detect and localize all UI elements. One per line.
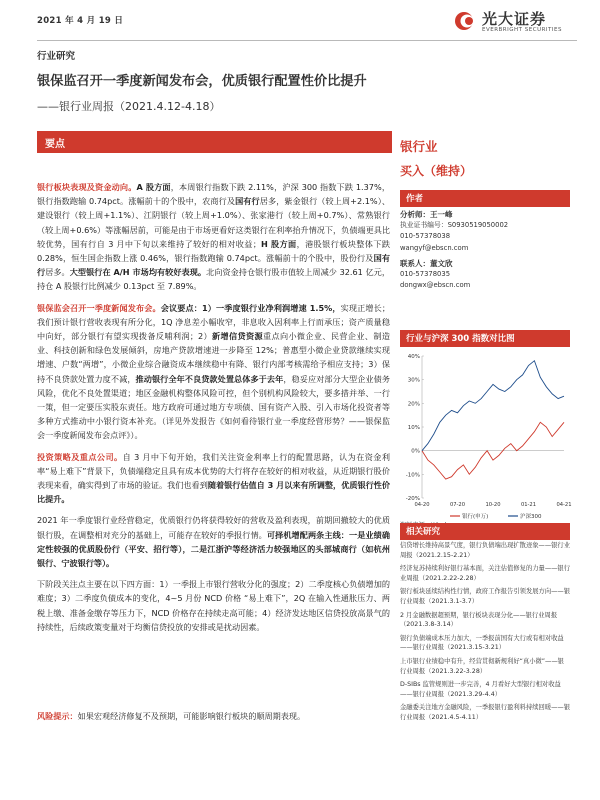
y-tick-label: 20%	[407, 401, 420, 408]
industry-name: 银行业	[400, 139, 438, 154]
analyst-1-tel: 010-57378038	[400, 232, 451, 241]
chart-heading-bar	[400, 330, 570, 347]
main-body	[37, 180, 390, 641]
risk-text: 如果宏观经济修复不及预期，可能影响银行板块的顺周期表现。	[77, 711, 306, 721]
logo-subtitle: EVERBRIGHT SECURITIES	[482, 27, 562, 33]
x-tick-label: 10-20	[485, 502, 501, 508]
report-category: 行业研究	[37, 51, 76, 62]
reports-heading: 相关研究	[406, 527, 441, 537]
author-info	[400, 209, 570, 291]
x-tick-label: 04-20	[414, 502, 430, 508]
y-tick-label: 40%	[407, 354, 420, 360]
p2-run: 新增信贷资源	[212, 331, 263, 342]
p2-run: 一季度银行业净利润增速 1.5%，	[216, 302, 341, 313]
paragraph-q1-outlook	[37, 513, 390, 570]
report-title: 银保监召开一季度新闻发布会，优质银行配置性价比提升	[37, 74, 367, 89]
x-tick-label: 01-21	[520, 502, 537, 508]
x-tick-label: 07-20	[449, 502, 466, 508]
p1-run: 银行板块表现及资金动向。	[37, 182, 137, 192]
chart-heading: 行业与沪深 300 指数对比图	[406, 334, 515, 344]
p2-run: 实现正增长；我们预计银行营收表现有所分化，1Q 净息差小幅收窄，非息收入因利率上行而承压；资产质量稳中向好，部分银行有望实现拨备反哺利润；2）	[37, 302, 390, 342]
reports-heading-bar	[400, 523, 570, 540]
related-report-item[interactable]: 银行负债端成本压力加大，一季报前国有大行或有相对收益——银行业周报（2021.3.15-3.21）	[400, 634, 564, 652]
related-report-item[interactable]: 上市银行业绩稳中有升，经营贯彻新规利好“真小微”——银行业周报（2021.3.22-3.28）	[400, 657, 564, 675]
p4-run: 2021 年一季度银行业经营稳定，优质银行仍将获得较好的营收及盈利表现，前期回撤较大的优质银行股，在调整相对充分的基础上，可能存在较好的季报行情。	[37, 515, 390, 540]
p5-run: 下阶段关注点主要在以下四方面：1）一季报上市银行营收分化的强度；2）二季度核心负债增加的难度；3）二季度负债成本的变化，4~5 月份 NCD 价格 “易上难下”，2Q 在输入性通胀压力、两税上缴、准备金缴存等压力下，NCD 价格存在持续走高可能；4）经济发达地区信贷投放高景气的持续性，后续政策变量对于均衡信贷投放的安排或是扰动因素。	[37, 579, 390, 632]
series-line-1	[422, 361, 564, 451]
p1-run: A 股方面	[136, 182, 171, 192]
highlights-label: 要点	[45, 139, 65, 150]
p2-run: 重点向小微企业、民营企业、制造业、科技创新和绿色发展倾斜，房地产贷款增速进一步降至 12%；普惠型小微企业贷款继续实现增速、户数“两增”，小微企业综合融资成本继续稳中有降、银行内部考核需给予相应支持；3）保持不良贷款处置力度不减，	[37, 331, 390, 384]
p2-run: ，稳妥应对部分大型企业债务风险，优化不良处置渠道；地区金融机构整体风险可控，但个别机构风险较大，要多措并举、一行一策，但一定要压实股东责任。地方政府可通过地方专项债、国有资产入股、引入市场化投资者等多种方式推动中小银行资本补充。（详见外发报告《如何看待银行业一季度经营形势？——银保监会一季度新闻发布会点评》）。	[37, 373, 390, 441]
p2-run: 推动银行全年不良贷款处置总体多于去年	[135, 373, 284, 384]
related-report-item[interactable]: 经济复苏持续利好银行基本面，关注估值修复的力量——银行业周报（2021.2.22-2.28）	[400, 565, 571, 582]
p1-run: 大型银行在 A/H 市场均有较好表现。	[69, 267, 207, 278]
p1-run: 北向资金持仓银行股市值较上周减少 32.61 亿元，持仓 A 股银行比例减少 0.13pct 至 7.89%。	[37, 267, 390, 292]
p1-run: 居多，紫金银行（较上周+2.1%）、建设银行（较上周+1.1%）、江阴银行（较上周+1.0%）、张家港行（较上周+0.7%）、常熟银行（较上周+0.6%）等涨幅居前，可能是由于市场更看好这类银行在利率抬升情况下，负债端更具比较优势，国有行自 3 月中下旬以来维持了较好的相对收益；	[37, 196, 390, 249]
y-tick-label: -10%	[405, 472, 420, 479]
y-tick-label: 10%	[407, 425, 420, 431]
paragraph-investment-strategy	[37, 450, 390, 507]
report-subtitle: ——银行业周报（2021.4.12-4.18）	[37, 100, 221, 113]
p2-run: 会议要点：1）	[160, 302, 217, 313]
p3-run: 投资策略及重点公司。	[37, 451, 123, 462]
legend-label: 银行(申万)	[462, 514, 489, 520]
related-reports-list	[400, 541, 570, 727]
paragraph-sector-performance	[37, 180, 390, 294]
related-report-item[interactable]: D-SIBs 监管规则进一步完善，4 月看好大型银行相对收益——银行业周报（2021.3.29-4.4）	[400, 681, 561, 698]
chart-svg	[400, 348, 570, 520]
highlights-header	[37, 131, 392, 153]
index-comparison-chart	[400, 348, 570, 536]
related-report-item[interactable]: 金融委关注地方金融风险，一季报银行盈利料持续回暖——银行业周报（2021.4.5-4.11）	[400, 704, 571, 721]
analyst-2-name: 联系人：董文欣	[400, 258, 453, 268]
rating: 买入（维持）	[400, 164, 473, 178]
related-report-item[interactable]: 信贷增长维持高景气度，银行负债端出现扩散迹象——银行业周报（2021.2.15-2.21）	[400, 542, 571, 559]
report-date: 2021 年 4 月 19 日	[37, 16, 124, 26]
legend-label: 沪深300	[520, 514, 542, 520]
y-tick-label: 30%	[407, 377, 420, 384]
p1-run: 居多。	[45, 267, 70, 278]
analyst-1-cert: 执业证书编号：S0930519050002	[400, 221, 509, 230]
p1-run: 国有行	[235, 196, 260, 207]
logo-mark-icon	[455, 8, 477, 34]
related-report-item[interactable]: 2 月金融数据超预期，银行板块表现分化——银行业周报（2021.3.8-3.14）	[400, 611, 558, 629]
author-heading-bar	[400, 190, 570, 207]
related-report-item[interactable]: 银行板块延续结构性行情，政府工作报告引领发展方向——银行业周报（2021.3.1-3.7）	[400, 588, 571, 605]
header-divider	[37, 40, 577, 41]
company-logo	[455, 6, 575, 40]
p1-run: ，港股银行板块整体下跌 0.28%，恒生国企指数上涨 0.46%，银行指数跑输 0.74pct。涨幅前十的个股中，股份行及	[37, 238, 390, 264]
p1-run: 国有行	[37, 253, 390, 278]
p3-run: 自 3 月中下旬开始，我们关注资金利率上行的配置思路，认为在资金利率“易上难下”背景下，负债端稳定且具有成本优势的大行将存在较好的相对收益，从近期银行股价表现来看，确实得到了市场的验证。我们也看到	[37, 451, 390, 491]
analyst-2-email[interactable]: dongwx@ebscn.com	[400, 281, 471, 290]
p4-run: 可择机增配两条主线：一是业绩确定性较强的优质股份行（平安、招行等），二是江浙沪等经济活力较强地区的头部城商行（如杭州银行、宁波银行等）。	[37, 529, 390, 569]
risk-warning	[37, 709, 390, 723]
p1-run: ，本周银行指数下跌 2.11%，沪深 300 指数下跌 1.37%，银行指数跑输 0.74pct。涨幅前十的个股中，农商行及	[37, 182, 390, 207]
p3-run: 随着银行估值自 3 月以来有所调整，优质银行性价比提升。	[37, 480, 390, 505]
y-tick-label: 0%	[411, 448, 420, 455]
p2-run: 银保监会召开一季度新闻发布会。	[37, 302, 161, 313]
paragraph-cbirc-conference	[37, 301, 390, 443]
analyst-2-tel: 010-57378035	[400, 270, 451, 279]
paragraph-focus-points	[37, 577, 390, 634]
analyst-1-email[interactable]: wangyf@ebscn.com	[400, 243, 469, 252]
y-tick-label: -20%	[405, 496, 420, 502]
p1-run: H 股方面	[260, 238, 297, 249]
risk-label: 风险提示：	[37, 711, 78, 721]
x-tick-label: 04-21	[556, 502, 572, 508]
author-heading: 作者	[406, 194, 424, 204]
logo-name: 光大证券	[482, 10, 547, 28]
analyst-1-name: 分析师：王一峰	[400, 210, 453, 219]
